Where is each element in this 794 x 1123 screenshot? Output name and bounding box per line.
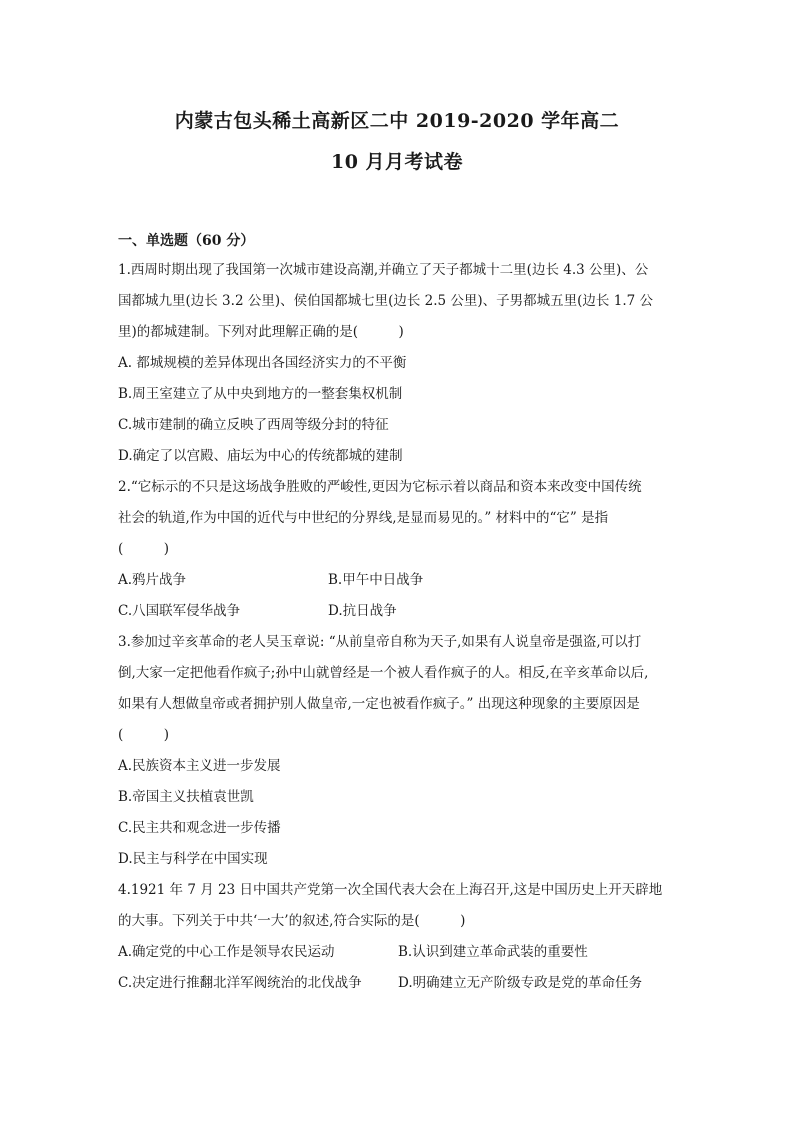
q1-stem-line3: 里)的都城建制。下列对此理解正确的是( ) — [118, 324, 404, 340]
q1-stem-line2: 国都城九里(边长 3.2 公里)、侯伯国都城七里(边长 2.5 公里)、子男都城五里(边长 1.7 公 — [118, 293, 653, 309]
section-heading: 一、单选题（60 分） — [118, 233, 255, 249]
q4-option-c: C.决定进行推翻北洋军阀统治的北伐战争 — [118, 975, 362, 991]
q3-stem-line4: ( ) — [118, 727, 170, 743]
q3-stem-line1: 3.参加过辛亥革命的老人吴玉章说: “从前皇帝自称为天子,如果有人说皇帝是强盗,可以打 — [118, 634, 642, 650]
q3-option-b: B.帝国主义扶植袁世凯 — [118, 789, 254, 805]
q4-stem-line2: 的大事。下列关于中共‘一大’的叙述,符合实际的是( ) — [118, 913, 466, 929]
exam-title-line1: 内蒙古包头稀土高新区二中 2019-2020 学年高二 — [174, 110, 620, 132]
q1-option-b: B.周王室建立了从中央到地方的一整套集权机制 — [118, 386, 403, 402]
q3-option-a: A.民族资本主义进一步发展 — [118, 758, 281, 774]
q4-option-a: A.确定党的中心工作是领导农民运动 — [118, 944, 335, 960]
q2-option-b: B.甲午中日战争 — [328, 572, 424, 588]
q3-option-c: C.民主共和观念进一步传播 — [118, 820, 281, 836]
q4-option-b: B.认识到建立革命武装的重要性 — [398, 944, 588, 960]
q2-option-d: D.抗日战争 — [328, 603, 397, 619]
q3-stem-line2: 倒,大家一定把他看作疯子;孙中山就曾经是一个被人看作疯子的人。相反,在辛亥革命以后, — [118, 665, 649, 681]
q4-option-d: D.明确建立无产阶级专政是党的革命任务 — [398, 975, 643, 991]
q1-option-a: A. 都城规模的差异体现出各国经济实力的不平衡 — [118, 355, 407, 371]
q1-option-c: C.城市建制的确立反映了西周等级分封的特征 — [118, 417, 389, 433]
q1-option-d: D.确定了以宫殿、庙坛为中心的传统都城的建制 — [118, 448, 403, 464]
q2-stem-line2: 社会的轨道,作为中国的近代与中世纪的分界线,是显而易见的。” 材料中的“它” 是指 — [118, 510, 609, 526]
exam-title-line2: 10 月月考试卷 — [330, 151, 464, 173]
q2-stem-line1: 2.“它标示的不只是这场战争胜败的严峻性,更因为它标示着以商品和资本来改变中国传统 — [118, 479, 642, 495]
q3-option-d: D.民主与科学在中国实现 — [118, 851, 268, 867]
q2-option-c: C.八国联军侵华战争 — [118, 603, 241, 619]
q3-stem-line3: 如果有人想做皇帝或者拥护别人做皇帝,一定也被看作疯子。” 出现这种现象的主要原因是 — [118, 696, 640, 712]
q2-option-a: A.鸦片战争 — [118, 572, 187, 588]
q4-stem-line1: 4.1921 年 7 月 23 日中国共产党第一次全国代表大会在上海召开,这是中国历史上开天辟地 — [118, 882, 663, 898]
q2-stem-line3: ( ) — [118, 541, 170, 557]
q1-stem-line1: 1.西周时期出现了我国第一次城市建设高潮,并确立了天子都城十二里(边长 4.3 公里)、公 — [118, 262, 649, 278]
